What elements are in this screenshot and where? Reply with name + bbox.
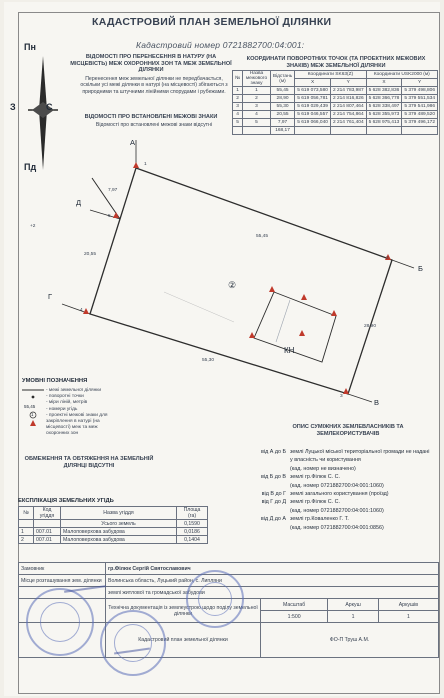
coords-row [233, 103, 438, 111]
neighbors-heading: ОПИС СУМІЖНИХ ЗЕМЛЕВЛАСНИКІВ ТА ЗЕМЛЕКОРИСТУВАЧІВ [292, 424, 404, 437]
official-stamp-right [186, 570, 244, 628]
sheets-label: Аркушів [378, 599, 438, 611]
coords-cell: 5 379 541,986 [402, 103, 438, 111]
coords-cell: 4 [243, 111, 271, 119]
location-label: Місце розташування зем. ділянки [19, 575, 106, 587]
parcel-boundary [90, 168, 392, 394]
land-col-no: № [19, 507, 34, 520]
coords-cell: 2 214 783,987 [330, 87, 366, 95]
compass-south: Пд [24, 162, 37, 172]
point-number-4: 4 [80, 308, 83, 313]
owner-label: Замовник [19, 563, 106, 575]
neighbor-row: (кад. номер 0721882700:04:001:1060) [290, 482, 384, 489]
coords-cell: 55,30 [270, 103, 294, 111]
coords-col-y1: Y [330, 79, 366, 87]
coords-cell: 20,55 [270, 111, 294, 119]
neighbor-row: від Д до А землі гр.Коваленко Г. Т. [260, 516, 349, 523]
coords-total: 168,17 [270, 127, 294, 135]
transfer-heading: ВІДОМОСТІ ПРО ПЕРЕНЕСЕННЯ В НАТУРУ (НА МІСЦЕВІСТЬ) МЕЖ ОХОРОННИХ ЗОН ТА МЕЖ ЗЕМЕЛЬНОЇ ДІЛЯНКИ [70, 54, 232, 74]
coords-cell: 55,45 [270, 87, 294, 95]
owner-value: гр.Філюк Сергій Святославович [106, 563, 439, 575]
distance-2-3: 28,90 [364, 324, 377, 329]
land-col-name: Назва угіддя [61, 507, 177, 520]
boundary-heading: ВІДОМОСТІ ПРО ВСТАНОВЛЕНІ МЕЖОВІ ЗНАКИ [84, 114, 218, 120]
land-heading: ЕКСПЛІКАЦІЯ ЗЕМЕЛЬНИХ УГІДЬ [18, 498, 114, 504]
coords-row [233, 119, 438, 127]
legend-item: - міри ліній, метрів [46, 400, 88, 406]
distance-4-5: 20,55 [84, 252, 97, 257]
coords-row [233, 95, 438, 103]
legend-sign-symbol [30, 420, 36, 426]
coords-col-dist: Відстань (м) [270, 71, 294, 87]
coords-cell: 5 619 046,557 [295, 111, 331, 119]
land-col-code: Код угіддя [34, 507, 61, 520]
coords-cell: 5 628 355,973 [366, 111, 402, 119]
coords-cell: 4 [233, 111, 243, 119]
coords-cell: 5 [233, 119, 243, 127]
official-stamp-left [26, 588, 94, 656]
point-number-5: 5 [108, 214, 111, 219]
coords-cell: 2 214 761,404 [330, 119, 366, 127]
boundary-line-b [392, 260, 414, 268]
coords-cell: 2 [233, 95, 243, 103]
coords-cell: 1 [233, 87, 243, 95]
legend-item: - номери угідь [46, 406, 78, 412]
compass-east: С [46, 102, 53, 112]
coords-cell: 2 214 807,464 [330, 103, 366, 111]
coords-cell: 5 628 338,497 [366, 103, 402, 111]
building-label: КН [284, 346, 295, 355]
compass-west: З [10, 102, 16, 112]
parcel-plan [4, 132, 440, 412]
building-inner-line [276, 300, 290, 342]
company-name: ФО-П Труш А.М. [261, 623, 439, 658]
neighbor-row: (кад. номер 0721882700:04:001:1060) [290, 507, 384, 514]
neighbor-row: (кад. номер 0721882700:04:001:0856) [290, 524, 384, 531]
coords-cell: 5 628 366,778 [366, 95, 402, 103]
scale-value: 1:500 [261, 611, 328, 623]
coords-cell: 3 [233, 103, 243, 111]
point-number-1: 1 [144, 162, 147, 167]
legend-item: - проектні межові знаки для закріплення в натурі (на місцевості) меж та меж охоронних зон [46, 412, 108, 437]
sheet-label: Аркуш [328, 599, 379, 611]
document-title: КАДАСТРОВИЙ ПЛАН ЗЕМЕЛЬНОЇ ДІЛЯНКИ [92, 16, 332, 28]
coords-cell: 5 628 975,413 [366, 119, 402, 127]
neighbors-list [200, 448, 432, 532]
compass-north: Пн [24, 42, 36, 52]
coords-col-usk: Координати USK2000 (м) [366, 71, 437, 79]
coords-cell: 2 214 754,864 [330, 111, 366, 119]
neighbor-row: від Б до В землі гр.Філюк С. С. [261, 474, 341, 481]
point-number-3: 3 [340, 394, 343, 399]
neighbor-row: від Г до Д землі гр.Філюк С. С. [261, 499, 341, 506]
coords-col-x2: X [366, 79, 402, 87]
point-number-2: 2 [386, 256, 389, 261]
official-stamp-center [100, 610, 166, 676]
coords-cell: 5 619 056,781 [295, 95, 331, 103]
coords-cell: 5 379 496,172 [402, 119, 438, 127]
coords-col-y2: Y [402, 79, 438, 87]
doc-title: Технічна документація із землеустрою щодо поділу земельної ділянки [106, 599, 261, 623]
point-label-v: В [374, 398, 380, 407]
area-number: ② [228, 280, 237, 290]
coords-cell: 5 628 382,836 [366, 87, 402, 95]
neighbor-row: від В до Г землі загального користування (проїзд) [261, 491, 389, 498]
point-label-g: Г [48, 292, 53, 301]
coords-table [232, 70, 438, 135]
coords-cell: 7,97 [270, 119, 294, 127]
scale-label: Масштаб [261, 599, 328, 611]
land-table [18, 506, 208, 544]
land-header-row [19, 507, 208, 520]
land-row: Усього земель 0,1590 [19, 520, 208, 528]
location-value: Волинська область, Луцький район, с. Липляни [106, 575, 439, 587]
coords-cell: 5 619 073,580 [295, 87, 331, 95]
transfer-text: Перенесення меж земельної ділянки не передбачається, оскільки усі межі ділянки в натурі (на місцевості) збігаються з природними та штучними лінійними спорудами і рубежами. [80, 76, 228, 95]
point-label-a: А [130, 138, 136, 147]
boundary-line-v [348, 394, 372, 402]
coords-header-row [233, 71, 438, 79]
distance-3-4: 55,30 [202, 358, 215, 363]
plan-label: Кадастровий план земельної ділянки [106, 623, 261, 658]
neighbor-row: (кад. номер не визначено) [290, 465, 356, 472]
coords-row [233, 87, 438, 95]
document-page [4, 2, 440, 696]
coords-cell: 2 [243, 95, 271, 103]
land-row: 1 007.01 Малоповерхова забудова 0,0186 [19, 528, 208, 536]
legend-sample-num: 1 [31, 412, 34, 417]
coords-col-sign: Назва межового знаку [243, 71, 271, 87]
legend-item: - поворотні точки [46, 394, 84, 400]
sheet-value: 1 [328, 611, 379, 623]
point-label-d: Д [76, 198, 82, 207]
legend-point-symbol [32, 396, 35, 399]
legend-item: - межі земельної ділянки [46, 388, 102, 393]
distance-1-2: 55,45 [256, 234, 269, 239]
sheets-value: 1 [378, 611, 438, 623]
legend-sample-dist: 55,45 [24, 404, 36, 409]
coords-col-sk63: Координати SK63(Z) [295, 71, 366, 79]
coords-row [233, 111, 438, 119]
legend-list [46, 388, 114, 438]
coords-cell: 5 379 551,534 [402, 95, 438, 103]
coords-cell: 2 214 816,826 [330, 95, 366, 103]
land-col-area: Площа (га) [177, 507, 208, 520]
coords-cell: 3 [243, 103, 271, 111]
point-label-b: Б [418, 264, 423, 273]
coords-cell: 28,90 [270, 95, 294, 103]
coords-cell: 5 619 029,439 [295, 103, 331, 111]
coords-cell: 5 619 066,040 [295, 119, 331, 127]
cadastral-number: Кадастровий номер 0721882700:04:001: [136, 40, 305, 50]
coords-col-x1: X [295, 79, 331, 87]
boundary-text: Відомості про встановлені межові знаки відсутні [95, 122, 213, 128]
inner-faint-line [164, 292, 234, 322]
restrictions-heading: ОБМЕЖЕННЯ ТА ОБТЯЖЕННЯ НА ЗЕМЕЛЬНІЙ ДІЛЯНЦІ ВІДСУТНІ [24, 456, 154, 469]
legend-symbols [20, 386, 48, 432]
coords-cell: 5 379 489,520 [402, 111, 438, 119]
side-mark: +2 [30, 224, 36, 229]
coords-cell: 5 [243, 119, 271, 127]
distance-5-1: 7,97 [108, 188, 118, 193]
neighbor-row: від А до Б землі Луцької міської територіальної громади не надані у власність чи користування [261, 449, 430, 464]
building-outline [254, 292, 336, 362]
coords-heading: КООРДИНАТИ ПОВОРОТНИХ ТОЧОК (ТА ПРОЕКТНИХ МЕЖОВИХ ЗНАКІВ) МЕЖ ЗЕМЕЛЬНОЇ ДІЛЯНКИ [246, 56, 426, 69]
land-row: 2 007.01 Малоповерхова забудова 0,1404 [19, 536, 208, 544]
purpose-value: землі житлової та громадської забудови [106, 587, 439, 599]
legend-heading: УМОВНІ ПОЗНАЧЕННЯ [22, 378, 88, 384]
coords-cell: 5 379 498,806 [402, 87, 438, 95]
coords-cell: 1 [243, 87, 271, 95]
coords-col-no: № [233, 71, 243, 87]
